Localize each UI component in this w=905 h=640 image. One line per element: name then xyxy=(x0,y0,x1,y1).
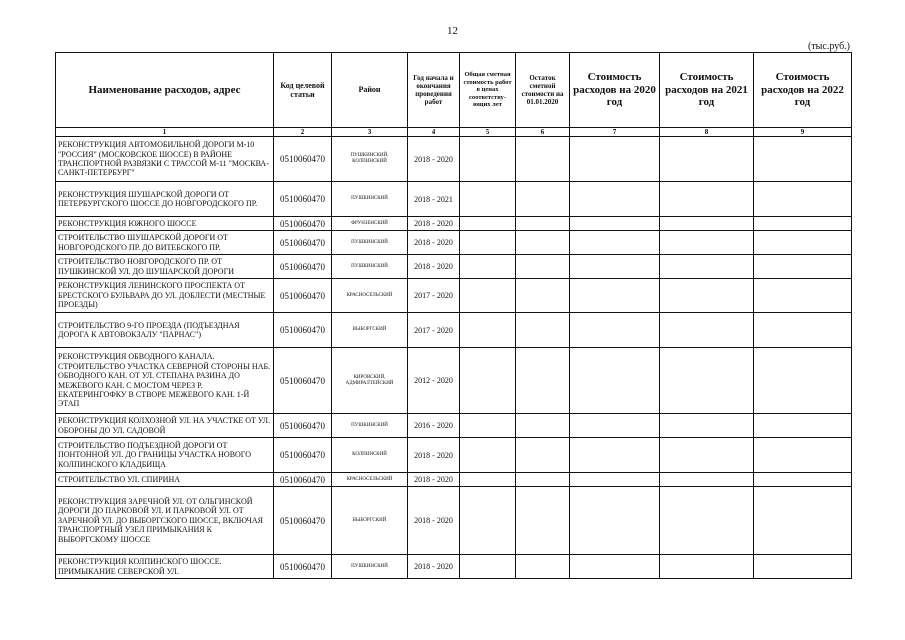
expense-district: ПУШКИНСКИЙ xyxy=(332,182,408,217)
expense-code: 0510060470 xyxy=(274,231,332,255)
column-number: 1 xyxy=(56,128,274,137)
cost-2020-cell xyxy=(570,414,660,438)
cost-2022-cell xyxy=(754,182,852,217)
cost-2020-cell xyxy=(570,438,660,473)
cost-2020-cell xyxy=(570,555,660,579)
total-cost-cell xyxy=(460,414,516,438)
remainder-cell xyxy=(516,487,570,555)
expense-name: РЕКОНСТРУКЦИЯ АВТОМОБИЛЬНОЙ ДОРОГИ М-10 "РОССИЯ" (МОСКОВСКОЕ ШОССЕ) В РАЙОНЕ ТРАНСПОРТНОЙ РАЗВЯЗКИ С ТРАССОЙ М-11 "МОСКВА-САНКТ-ПЕТЕРБУРГ" xyxy=(56,137,274,182)
table-row xyxy=(56,555,852,579)
column-number: 7 xyxy=(570,128,660,137)
units-label: (тыс.руб.) xyxy=(807,41,850,52)
expense-years: 2017 - 2020 xyxy=(408,279,460,313)
expense-years: 2018 - 2020 xyxy=(408,231,460,255)
expense-district: КРАСНОСЕЛЬСКИЙ xyxy=(332,473,408,487)
header-cost-2021: Стоимость расходов на 2021 год xyxy=(660,53,754,128)
cost-2021-cell xyxy=(660,555,754,579)
column-number: 4 xyxy=(408,128,460,137)
table-row xyxy=(56,487,852,555)
cost-2021-cell xyxy=(660,414,754,438)
remainder-cell xyxy=(516,255,570,279)
cost-2020-cell xyxy=(570,137,660,182)
remainder-cell xyxy=(516,279,570,313)
table-row xyxy=(56,348,852,414)
remainder-cell xyxy=(516,231,570,255)
expense-name: РЕКОНСТРУКЦИЯ ЮЖНОГО ШОССЕ xyxy=(56,217,274,231)
expense-district: ПУШКИНСКИЙ xyxy=(332,414,408,438)
cost-2020-cell xyxy=(570,487,660,555)
cost-2022-cell xyxy=(754,313,852,348)
expense-years: 2018 - 2020 xyxy=(408,555,460,579)
cost-2021-cell xyxy=(660,473,754,487)
total-cost-cell xyxy=(460,473,516,487)
header-total-cost: Общая сметная стоимость работ в ценах соответству-ющих лет xyxy=(460,53,516,128)
total-cost-cell xyxy=(460,231,516,255)
remainder-cell xyxy=(516,438,570,473)
expense-years: 2018 - 2020 xyxy=(408,473,460,487)
cost-2022-cell xyxy=(754,279,852,313)
expense-years: 2012 - 2020 xyxy=(408,348,460,414)
expense-district: ПУШКИНСКИЙ, КОЛПИНСКИЙ xyxy=(332,137,408,182)
table-row xyxy=(56,255,852,279)
total-cost-cell xyxy=(460,555,516,579)
expense-district: ВЫБОРГСКИЙ xyxy=(332,487,408,555)
remainder-cell xyxy=(516,473,570,487)
total-cost-cell xyxy=(460,313,516,348)
expense-code: 0510060470 xyxy=(274,255,332,279)
header-row xyxy=(56,53,852,128)
total-cost-cell xyxy=(460,137,516,182)
cost-2022-cell xyxy=(754,487,852,555)
total-cost-cell xyxy=(460,438,516,473)
cost-2022-cell xyxy=(754,255,852,279)
cost-2021-cell xyxy=(660,438,754,473)
expense-name: РЕКОНСТРУКЦИЯ ШУШАРСКОЙ ДОРОГИ ОТ ПЕТЕРБУРГСКОГО ШОССЕ ДО НОВГОРОДСКОГО ПР. xyxy=(56,182,274,217)
cost-2022-cell xyxy=(754,137,852,182)
expense-name: СТРОИТЕЛЬСТВО УЛ. СПИРИНА xyxy=(56,473,274,487)
expense-name: РЕКОНСТРУКЦИЯ ЛЕНИНСКОГО ПРОСПЕКТА ОТ БРЕСТСКОГО БУЛЬВАРА ДО УЛ. ДОБЛЕСТИ (МЕСТНЫЕ ПРОЕЗДЫ) xyxy=(56,279,274,313)
expense-name: РЕКОНСТРУКЦИЯ КОЛХОЗНОЙ УЛ. НА УЧАСТКЕ ОТ УЛ. ОБОРОНЫ ДО УЛ. САДОВОЙ xyxy=(56,414,274,438)
cost-2021-cell xyxy=(660,231,754,255)
cost-2022-cell xyxy=(754,217,852,231)
expense-name: СТРОИТЕЛЬСТВО ПОДЪЕЗДНОЙ ДОРОГИ ОТ ПОНТОННОЙ УЛ. ДО ГРАНИЦЫ УЧАСТКА НОВОГО КОЛПИНСКОГО КЛАДБИЩА xyxy=(56,438,274,473)
remainder-cell xyxy=(516,348,570,414)
cost-2022-cell xyxy=(754,348,852,414)
expense-district: КОЛПИНСКИЙ xyxy=(332,438,408,473)
header-cost-2020: Стоимость расходов на 2020 год xyxy=(570,53,660,128)
expense-name: РЕКОНСТРУКЦИЯ КОЛПИНСКОГО ШОССЕ. ПРИМЫКАНИЕ СЕВЕРСКОЙ УЛ. xyxy=(56,555,274,579)
table-row xyxy=(56,182,852,217)
header-remainder: Остаток сметной стоимости на 01.01.2020 xyxy=(516,53,570,128)
remainder-cell xyxy=(516,555,570,579)
column-number: 6 xyxy=(516,128,570,137)
column-number: 2 xyxy=(274,128,332,137)
total-cost-cell xyxy=(460,279,516,313)
expense-years: 2018 - 2020 xyxy=(408,487,460,555)
cost-2021-cell xyxy=(660,255,754,279)
expense-years: 2018 - 2020 xyxy=(408,438,460,473)
expense-name: РЕКОНСТРУКЦИЯ ЗАРЕЧНОЙ УЛ. ОТ ОЛЬГИНСКОЙ ДОРОГИ ДО ПАРКОВОЙ УЛ. И ПАРКОВОЙ УЛ. ОТ ЗАРЕЧНОЙ УЛ. ДО ВЫБОРГСКОГО ШОССЕ, ВКЛЮЧАЯ ТРАНСПОРТНЫЙ УЗЕЛ ПРИМЫКАНИЯ К ВЫБОРГСКОМУ ШОССЕ xyxy=(56,487,274,555)
expense-code: 0510060470 xyxy=(274,217,332,231)
expense-code: 0510060470 xyxy=(274,137,332,182)
cost-2020-cell xyxy=(570,348,660,414)
expense-district: ПУШКИНСКИЙ xyxy=(332,255,408,279)
expense-code: 0510060470 xyxy=(274,473,332,487)
expense-code: 0510060470 xyxy=(274,279,332,313)
expense-years: 2018 - 2020 xyxy=(408,217,460,231)
remainder-cell xyxy=(516,414,570,438)
total-cost-cell xyxy=(460,487,516,555)
cost-2020-cell xyxy=(570,182,660,217)
cost-2020-cell xyxy=(570,279,660,313)
expense-name: РЕКОНСТРУКЦИЯ ОБВОДНОГО КАНАЛА. СТРОИТЕЛЬСТВО УЧАСТКА СЕВЕРНОЙ СТОРОНЫ НАБ. ОБВОДНОГО КАН. ОТ УЛ. СТЕПАНА РАЗИНА ДО МЕЖЕВОГО КАН. С МОСТОМ ЧЕРЕЗ Р. ЕКАТЕРИНГОФКУ В СТВОРЕ МЕЖЕВОГО КАН. 1-Й ЭТАП xyxy=(56,348,274,414)
cost-2022-cell xyxy=(754,555,852,579)
expense-years: 2018 - 2021 xyxy=(408,182,460,217)
header-cost-2022: Стоимость расходов на 2022 год xyxy=(754,53,852,128)
total-cost-cell xyxy=(460,217,516,231)
expense-years: 2017 - 2020 xyxy=(408,313,460,348)
cost-2020-cell xyxy=(570,255,660,279)
cost-2021-cell xyxy=(660,217,754,231)
total-cost-cell xyxy=(460,255,516,279)
column-number: 5 xyxy=(460,128,516,137)
expense-code: 0510060470 xyxy=(274,438,332,473)
cost-2020-cell xyxy=(570,217,660,231)
column-number: 8 xyxy=(660,128,754,137)
header-name: Наименование расходов, адрес xyxy=(56,53,274,128)
cost-2022-cell xyxy=(754,473,852,487)
expense-years: 2018 - 2020 xyxy=(408,137,460,182)
header-district: Район xyxy=(332,53,408,128)
total-cost-cell xyxy=(460,182,516,217)
expense-code: 0510060470 xyxy=(274,414,332,438)
expenses-table xyxy=(55,52,852,579)
table-row xyxy=(56,313,852,348)
table-row xyxy=(56,438,852,473)
table-row xyxy=(56,279,852,313)
expense-name: СТРОИТЕЛЬСТВО 9-ГО ПРОЕЗДА (ПОДЪЕЗДНАЯ ДОРОГА К АВТОВОКЗАЛУ "ПАРНАС") xyxy=(56,313,274,348)
cost-2020-cell xyxy=(570,313,660,348)
header-years: Год начала и окончания проведения работ xyxy=(408,53,460,128)
expense-district: ПУШКИНСКИЙ xyxy=(332,555,408,579)
cost-2021-cell xyxy=(660,487,754,555)
remainder-cell xyxy=(516,137,570,182)
cost-2021-cell xyxy=(660,279,754,313)
cost-2022-cell xyxy=(754,438,852,473)
remainder-cell xyxy=(516,217,570,231)
expense-district: ПУШКИНСКИЙ xyxy=(332,231,408,255)
table-row xyxy=(56,231,852,255)
expense-district: ВЫБОРГСКИЙ xyxy=(332,313,408,348)
cost-2020-cell xyxy=(570,473,660,487)
column-numbers-row xyxy=(56,128,852,137)
cost-2022-cell xyxy=(754,231,852,255)
expense-code: 0510060470 xyxy=(274,182,332,217)
expense-code: 0510060470 xyxy=(274,555,332,579)
page-number: 12 xyxy=(447,25,458,37)
expense-code: 0510060470 xyxy=(274,487,332,555)
expense-district: ФРУНЗЕНСКИЙ xyxy=(332,217,408,231)
expense-years: 2018 - 2020 xyxy=(408,255,460,279)
expense-name: СТРОИТЕЛЬСТВО НОВГОРОДСКОГО ПР. ОТ ПУШКИНСКОЙ УЛ. ДО ШУШАРСКОЙ ДОРОГИ xyxy=(56,255,274,279)
table-row xyxy=(56,414,852,438)
remainder-cell xyxy=(516,313,570,348)
table-row xyxy=(56,217,852,231)
column-number: 9 xyxy=(754,128,852,137)
cost-2022-cell xyxy=(754,414,852,438)
table-row xyxy=(56,473,852,487)
expense-years: 2016 - 2020 xyxy=(408,414,460,438)
expense-district: КРАСНОСЕЛЬСКИЙ xyxy=(332,279,408,313)
cost-2021-cell xyxy=(660,313,754,348)
table-row xyxy=(56,137,852,182)
remainder-cell xyxy=(516,182,570,217)
expense-name: СТРОИТЕЛЬСТВО ШУШАРСКОЙ ДОРОГИ ОТ НОВГОРОДСКОГО ПР. ДО ВИТЕБСКОГО ПР. xyxy=(56,231,274,255)
total-cost-cell xyxy=(460,348,516,414)
cost-2021-cell xyxy=(660,137,754,182)
header-code: Код целевой статьи xyxy=(274,53,332,128)
expense-district: КИРОВСКИЙ, АДМИРАЛТЕЙСКИЙ xyxy=(332,348,408,414)
cost-2020-cell xyxy=(570,231,660,255)
column-number: 3 xyxy=(332,128,408,137)
cost-2021-cell xyxy=(660,348,754,414)
expense-code: 0510060470 xyxy=(274,313,332,348)
expense-code: 0510060470 xyxy=(274,348,332,414)
cost-2021-cell xyxy=(660,182,754,217)
